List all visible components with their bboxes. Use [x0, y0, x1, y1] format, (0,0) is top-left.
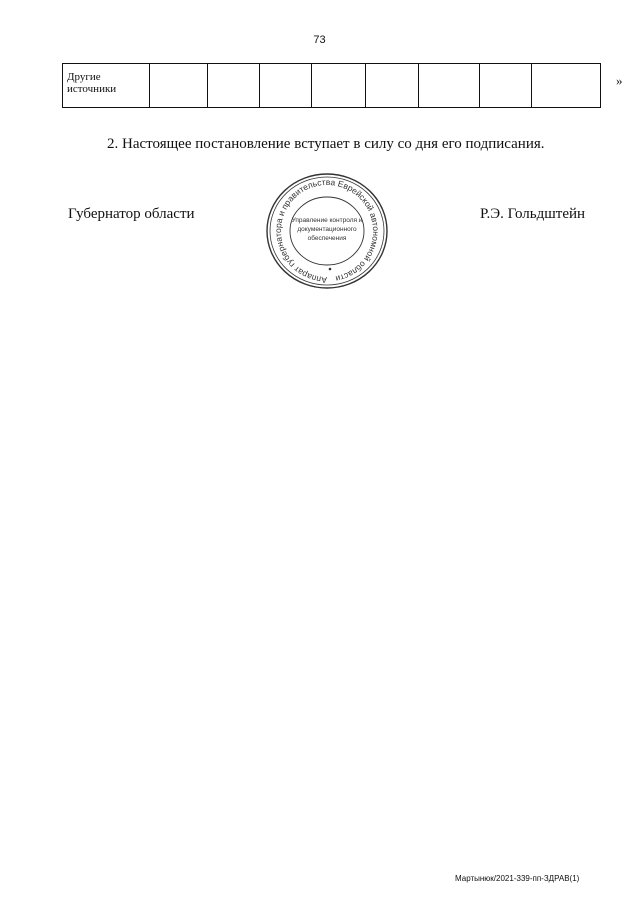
table-cell	[366, 64, 419, 108]
table-cell	[150, 64, 208, 108]
seal-center-line-1: Управление контроля и	[291, 217, 363, 224]
seal-center-line-2: документационного	[297, 226, 357, 233]
seal-center-line-3: обеспечения	[307, 235, 347, 242]
clause-text: 2. Настоящее постановление вступает в силу со дня его подписания.	[107, 136, 545, 152]
table-cell	[419, 64, 480, 108]
row-label-other-sources: Другие источники	[63, 64, 150, 108]
table-cell	[480, 64, 532, 108]
table-cell	[532, 64, 601, 108]
document-footer-code: Мартынюк/2021-339-пп-ЗДРАВ(1)	[455, 874, 580, 883]
seal-star-dot	[329, 268, 332, 271]
table-row	[63, 64, 601, 108]
table-cell	[260, 64, 312, 108]
official-seal-stamp	[264, 171, 390, 291]
funding-sources-table	[62, 63, 601, 108]
table-cell	[208, 64, 260, 108]
signatory-name: Р.Э. Гольдштейн	[480, 206, 586, 222]
page-number: 73	[313, 34, 326, 46]
signatory-title: Губернатор области	[68, 206, 195, 222]
table-cell	[312, 64, 366, 108]
seal-icon	[264, 171, 390, 291]
seal-ring-textpath: Аппарат губернатора и правительства Еврейской автономной области	[272, 176, 382, 286]
closing-quote: »	[616, 73, 623, 88]
